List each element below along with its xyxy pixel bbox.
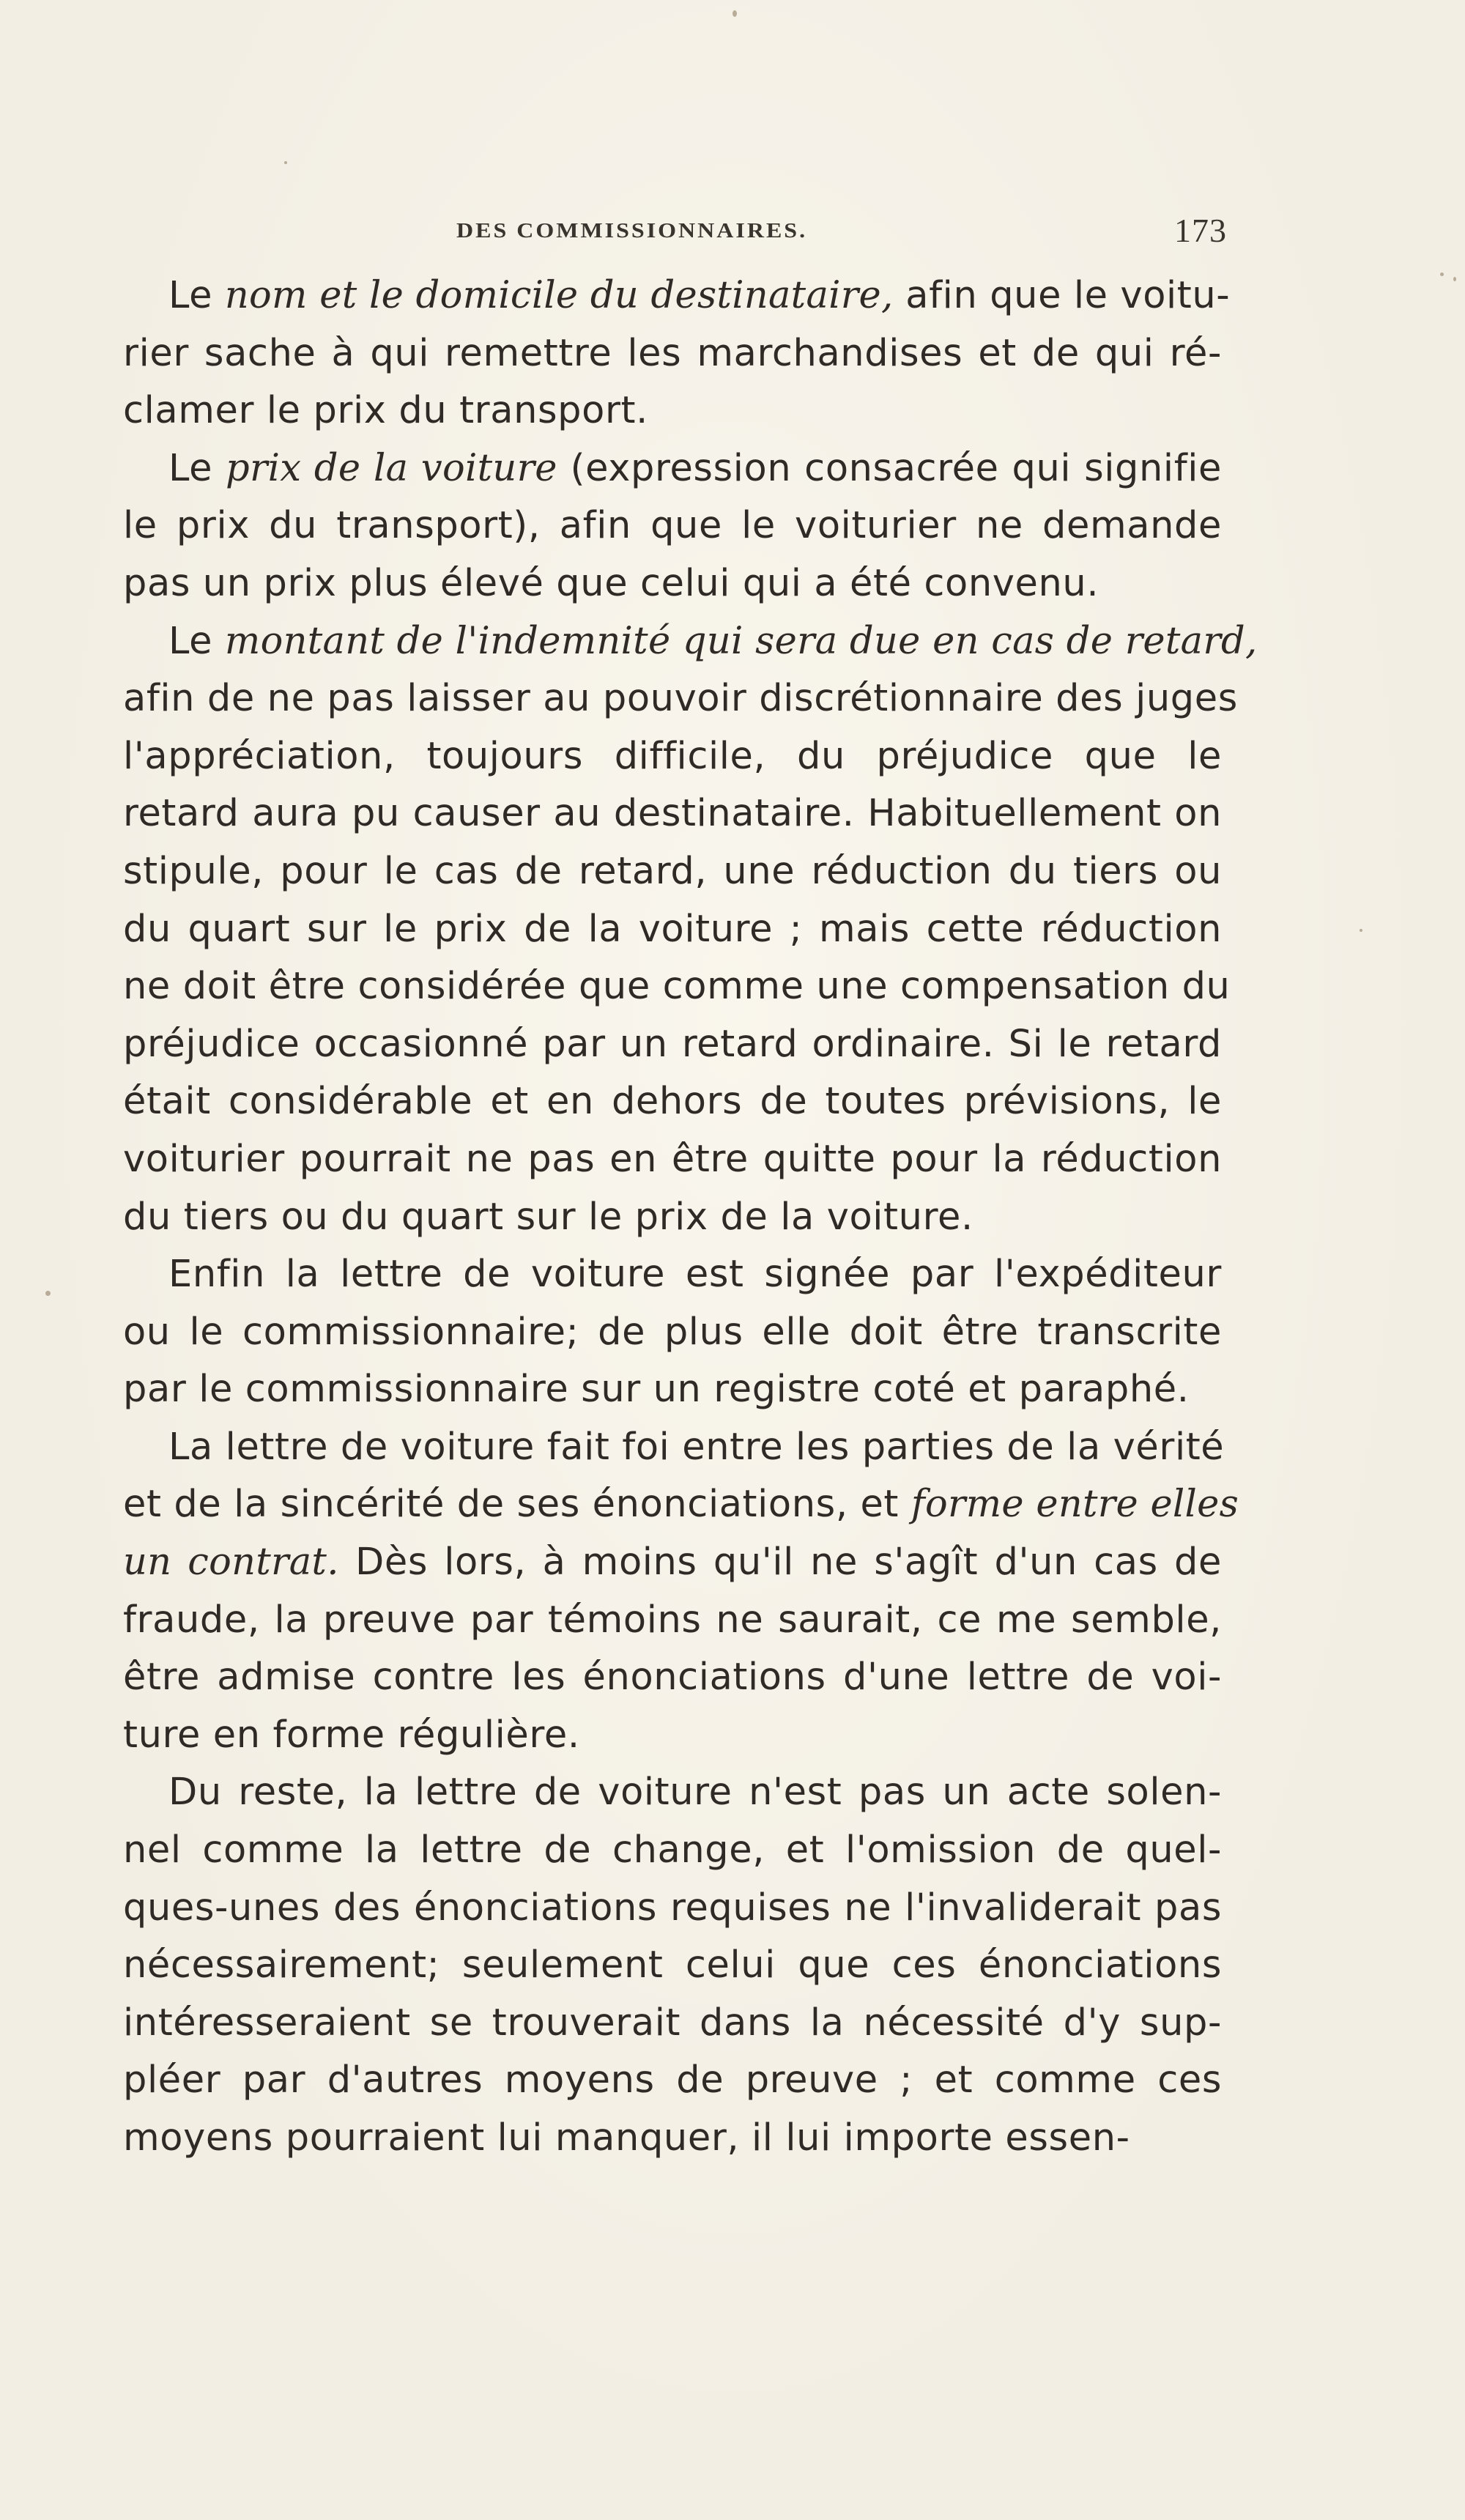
text-line bbox=[123, 1016, 1222, 1074]
text-segment: du tiers ou du quart sur le prix de la voiture. bbox=[123, 1195, 973, 1239]
paragraph bbox=[123, 1419, 1239, 1765]
body-text bbox=[123, 267, 1258, 2168]
text-line bbox=[123, 1707, 1222, 1765]
text-segment: stipule, pour le cas de retard, une réduction du tiers ou bbox=[123, 849, 1222, 893]
text-line bbox=[123, 1131, 1222, 1189]
text-line bbox=[123, 1361, 1222, 1419]
text-line bbox=[123, 2052, 1222, 2110]
paper-speck bbox=[284, 161, 287, 164]
text-line bbox=[123, 843, 1222, 901]
text-segment: du quart sur le prix de la voiture ; mais cette réduction bbox=[123, 907, 1222, 951]
text-segment: et de la sincérité de ses énonciations, et bbox=[123, 1483, 911, 1527]
italic-segment: nom et le domicile du destinataire, bbox=[224, 274, 894, 317]
text-line bbox=[123, 1073, 1222, 1131]
text-line bbox=[123, 2110, 1222, 2168]
text-segment: Dès lors, à moins qu'il ne s'agît d'un cas de bbox=[338, 1541, 1222, 1585]
text-line bbox=[123, 1246, 1222, 1304]
italic-segment: un contrat. bbox=[123, 1541, 339, 1585]
text-segment: Du reste, la lettre de voiture n'est pas un acte solen- bbox=[168, 1771, 1222, 1815]
text-line bbox=[123, 958, 1231, 1016]
italic-segment: prix de la voiture bbox=[226, 446, 557, 490]
text-segment: le prix du transport), afin que le voiturier ne demande bbox=[123, 504, 1222, 548]
text-line bbox=[123, 1189, 1222, 1247]
text-segment: être admise contre les énonciations d'une lettre de voi- bbox=[123, 1656, 1222, 1700]
text-line bbox=[123, 613, 1258, 671]
text-segment: Enfin la lettre de voiture est signée par l'expéditeur bbox=[168, 1253, 1222, 1297]
text-segment: Le bbox=[168, 446, 226, 490]
paragraph bbox=[123, 1246, 1222, 1419]
text-line bbox=[123, 1880, 1222, 1938]
text-segment: ne doit être considérée que comme une compensation du bbox=[123, 965, 1231, 1009]
paper-speck bbox=[1440, 273, 1444, 276]
text-segment: fraude, la preuve par témoins ne saurait, ce me semble, bbox=[123, 1598, 1222, 1642]
text-line bbox=[123, 1822, 1222, 1880]
text-segment: ture en forme régulière. bbox=[123, 1713, 580, 1757]
text-line bbox=[123, 1419, 1225, 1477]
paper-speck bbox=[732, 10, 737, 17]
text-segment: voiturier pourrait ne pas en être quitte pour la réduction bbox=[123, 1137, 1222, 1181]
text-segment: ques-unes des énonciations requises ne l'invaliderait pas bbox=[123, 1886, 1222, 1930]
paragraph bbox=[123, 1764, 1222, 2167]
text-line bbox=[123, 1995, 1222, 2053]
paragraph bbox=[123, 440, 1222, 613]
text-segment: afin que le voitu- bbox=[893, 274, 1231, 317]
text-line bbox=[123, 901, 1222, 959]
text-segment: était considérable et en dehors de toutes prévisions, le bbox=[123, 1080, 1222, 1124]
text-line bbox=[123, 1304, 1222, 1362]
text-segment: pas un prix plus élevé que celui qui a été convenu. bbox=[123, 561, 1099, 605]
text-line bbox=[123, 1592, 1222, 1650]
text-line bbox=[123, 1534, 1222, 1592]
text-segment: nel comme la lettre de change, et l'omission de quel- bbox=[123, 1828, 1222, 1872]
text-line bbox=[123, 1937, 1222, 1995]
text-segment: pléer par d'autres moyens de preuve ; et comme ces bbox=[123, 2058, 1222, 2102]
text-line bbox=[123, 1476, 1239, 1534]
page-header bbox=[123, 212, 1227, 253]
text-segment: (expression consacrée qui signifie bbox=[557, 446, 1223, 490]
text-segment: nécessairement; seulement celui que ces énonciations bbox=[123, 1943, 1222, 1987]
text-segment: ou le commissionnaire; de plus elle doit être transcrite bbox=[123, 1310, 1222, 1354]
paper-speck bbox=[45, 1291, 51, 1296]
text-segment: clamer le prix du transport. bbox=[123, 389, 648, 433]
text-line bbox=[123, 785, 1222, 843]
paper-speck bbox=[1453, 277, 1456, 281]
paragraph bbox=[123, 613, 1258, 1247]
text-line bbox=[123, 670, 1238, 728]
text-segment: La lettre de voiture fait foi entre les parties de la vérité bbox=[168, 1425, 1225, 1469]
text-segment: Le bbox=[168, 274, 225, 317]
text-line bbox=[123, 1649, 1222, 1707]
text-line bbox=[123, 325, 1222, 383]
text-segment: l'appréciation, toujours difficile, du préjudice que le bbox=[123, 734, 1222, 778]
text-line bbox=[123, 555, 1222, 613]
text-line bbox=[123, 382, 1222, 440]
page-number: 173 bbox=[1174, 212, 1227, 249]
paper-speck bbox=[1360, 929, 1362, 932]
running-head: DES COMMISSIONNAIRES. bbox=[456, 218, 808, 242]
text-line bbox=[123, 267, 1231, 325]
text-segment: moyens pourraient lui manquer, il lui importe essen- bbox=[123, 2116, 1130, 2160]
text-segment: rier sache à qui remettre les marchandises et de qui ré- bbox=[123, 331, 1222, 375]
text-segment: intéresseraient se trouverait dans la nécessité d'y sup- bbox=[123, 2001, 1222, 2045]
text-line bbox=[123, 440, 1222, 498]
text-line bbox=[123, 728, 1222, 786]
paragraph bbox=[123, 267, 1231, 440]
text-segment: afin de ne pas laisser au pouvoir discrétionnaire des juges bbox=[123, 677, 1238, 721]
italic-segment: montant de l'indemnité qui sera due en cas de retard, bbox=[224, 619, 1258, 663]
text-line bbox=[123, 497, 1222, 555]
text-line bbox=[123, 1764, 1222, 1822]
italic-segment: forme entre elles bbox=[910, 1483, 1239, 1527]
text-segment: par le commissionnaire sur un registre coté et paraphé. bbox=[123, 1368, 1190, 1412]
text-segment: Le bbox=[168, 619, 225, 663]
text-segment: préjudice occasionné par un retard ordinaire. Si le retard bbox=[123, 1022, 1222, 1066]
text-segment: retard aura pu causer au destinataire. Habituellement on bbox=[123, 792, 1222, 836]
